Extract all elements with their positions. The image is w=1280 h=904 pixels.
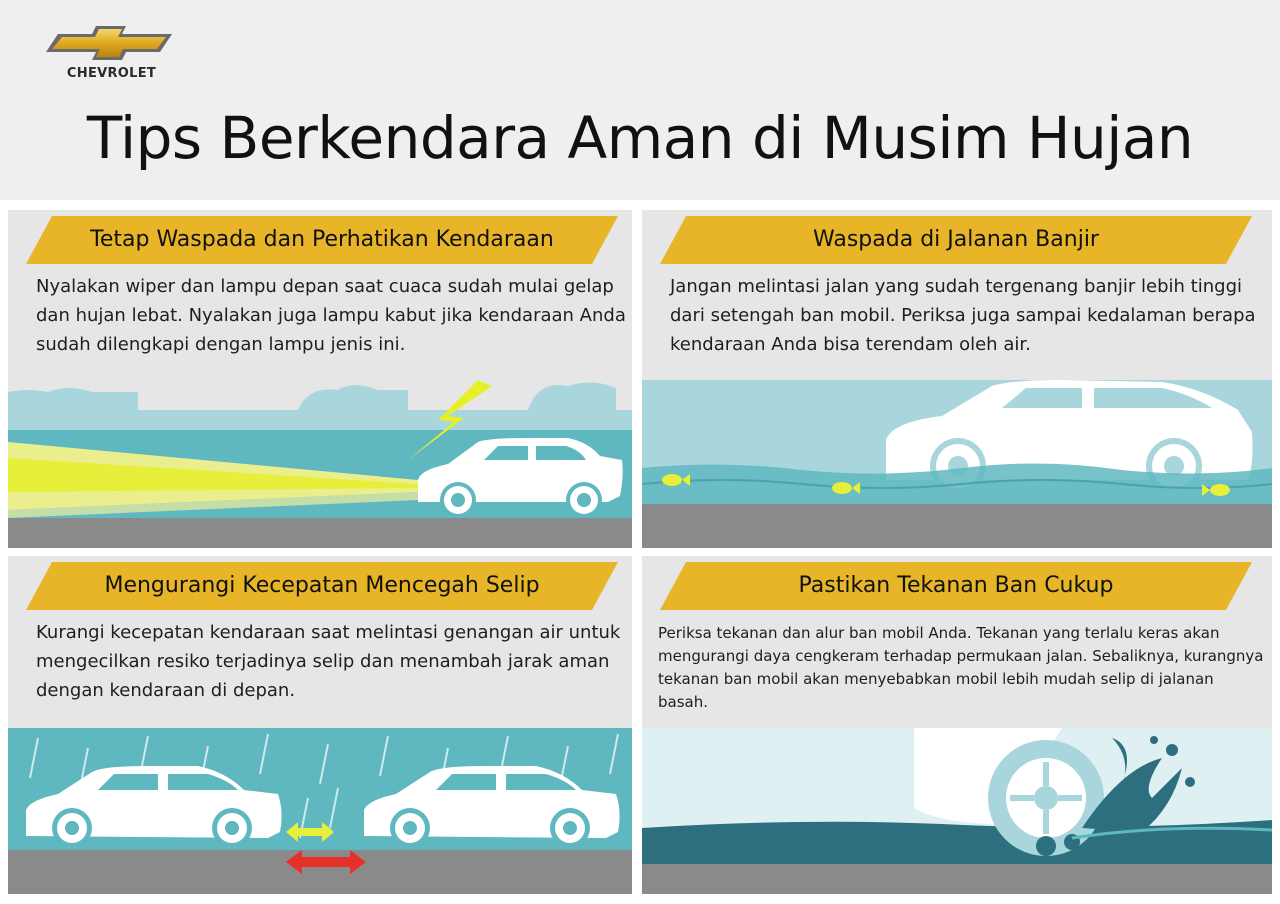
- tip-text: Jangan melintasi jalan yang sudah tergenang banjir lebih tinggi dari setengah ban mobil. Periksa juga sampai kedalaman berapa kendaraan Anda bisa terendam oleh air.: [670, 276, 1256, 355]
- illustration-tire-splash: [642, 728, 1272, 894]
- tip-text: Periksa tekanan dan alur ban mobil Anda. Tekanan yang terlalu keras akan mengurangi daya cengkeram terhadap permukaan jalan. Sebaliknya, kurangnya tekanan ban mobil akan menyebabkan mobil lebih mudah selip di jalanan basah.: [658, 624, 1264, 711]
- tip-panel-flood: [642, 210, 1272, 548]
- tip-heading: Mengurangi Kecepatan Mencegah Selip: [104, 573, 540, 598]
- tip-heading-banner: [26, 562, 618, 610]
- header: [0, 0, 1280, 200]
- tip-heading: Waspada di Jalanan Banjir: [813, 227, 1099, 252]
- tip-text: Nyalakan wiper dan lampu depan saat cuaca sudah mulai gelap dan hujan lebat. Nyalakan juga lampu kabut jika kendaraan Anda sudah dilengkapi dengan lampu jenis ini.: [36, 276, 626, 355]
- tip-heading: Tetap Waspada dan Perhatikan Kendaraan: [90, 227, 554, 252]
- illustration-headlights: [8, 380, 632, 548]
- tip-heading-banner: [660, 562, 1252, 610]
- tip-heading-banner: [660, 216, 1252, 264]
- illustration-flood: [642, 380, 1272, 548]
- tip-heading: Pastikan Tekanan Ban Cukup: [798, 573, 1114, 598]
- tip-panel-tire: [642, 556, 1272, 894]
- illustration-rain-distance: [8, 728, 632, 894]
- tip-panel-headlights: [8, 210, 632, 548]
- page-title: Tips Berkendara Aman di Musim Hujan: [86, 104, 1194, 172]
- tip-panel-speed: [8, 556, 632, 894]
- tip-heading-banner: [26, 216, 618, 264]
- tip-text: Kurangi kecepatan kendaraan saat melintasi genangan air untuk mengecilkan resiko terjadinya selip dan menambah jarak aman dengan kendaraan di depan.: [36, 622, 621, 701]
- brand-name: CHEVROLET: [66, 66, 157, 81]
- chevrolet-logo: [44, 24, 179, 84]
